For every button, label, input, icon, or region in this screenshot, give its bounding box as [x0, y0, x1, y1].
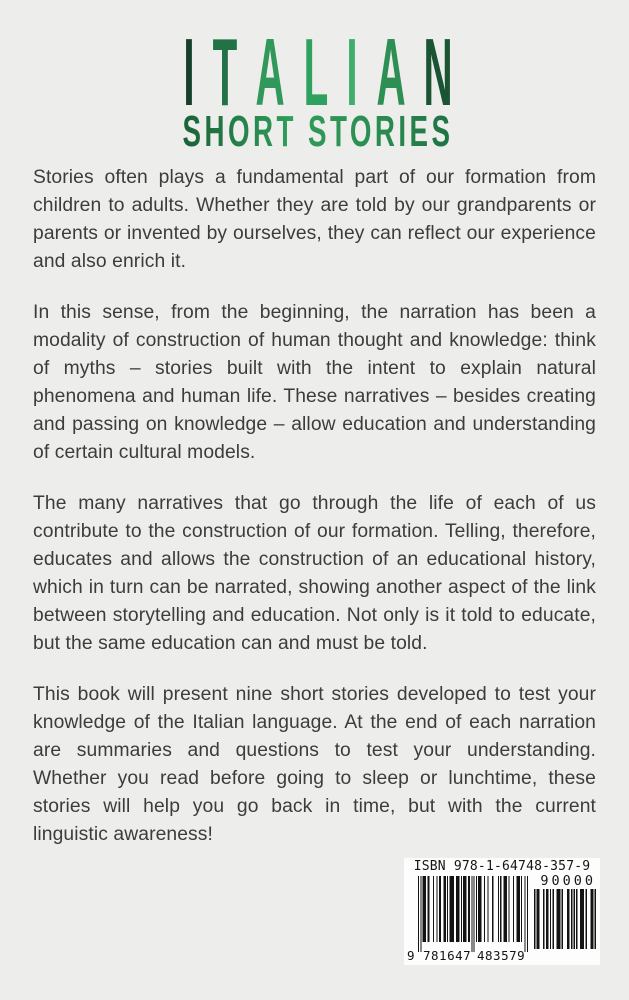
ean-left-digits: 781647	[423, 948, 472, 963]
book-title-block	[0, 0, 629, 160]
isbn-number: ISBN 978-1-64748-357-9	[413, 859, 591, 874]
title-letter: I	[346, 17, 358, 126]
ean13-barcode	[418, 876, 528, 952]
back-cover-description	[33, 164, 596, 849]
isbn-barcode-block	[404, 858, 600, 965]
description-paragraph: This book will present nine short stories developed to test your knowledge of the Italian language. At the end of each narration are summaries and questions to test your understanding. Whether you read before going to sleep or lunchtime, these stories will help you go back in time, but with the current linguistic awareness!	[33, 684, 596, 845]
title-letter: A	[255, 17, 285, 126]
title-letter: L	[303, 17, 329, 126]
title-letter: I	[183, 17, 195, 126]
description-paragraph: Stories often plays a fundamental part of our formation from children to adults. Whether they are told by our grandparents or parents or invented by ourselves, they can reflect our experience and also enrich it.	[33, 167, 596, 272]
supplement-code: 90000	[540, 873, 596, 889]
title-letter: T	[212, 17, 238, 126]
ean13-digits	[404, 949, 600, 963]
book-subtitle: SHORT STORIES	[182, 106, 454, 156]
ean-right-digits: 483579	[477, 948, 526, 963]
title-letter: A	[376, 17, 406, 126]
description-paragraph: In this sense, from the beginning, the narration has been a modality of construction of human thought and knowledge: think of myths – stories built with the intent to explain natural phenomena and human life. These narratives – besides creating and passing on knowledge – allow education and understanding of certain cultural models.	[33, 302, 596, 463]
ean-leading-digit: 9	[407, 948, 415, 963]
title-letter: N	[423, 17, 453, 126]
supplement-barcode	[534, 889, 596, 949]
description-paragraph: The many narratives that go through the life of each of us contribute to the construction of our formation. Telling, therefore, educates and allows the construction of an educational history, which in turn can be narrated, showing another aspect of the link between storytelling and education. Not only is it told to educate, but the same education can and must be told.	[33, 493, 596, 654]
